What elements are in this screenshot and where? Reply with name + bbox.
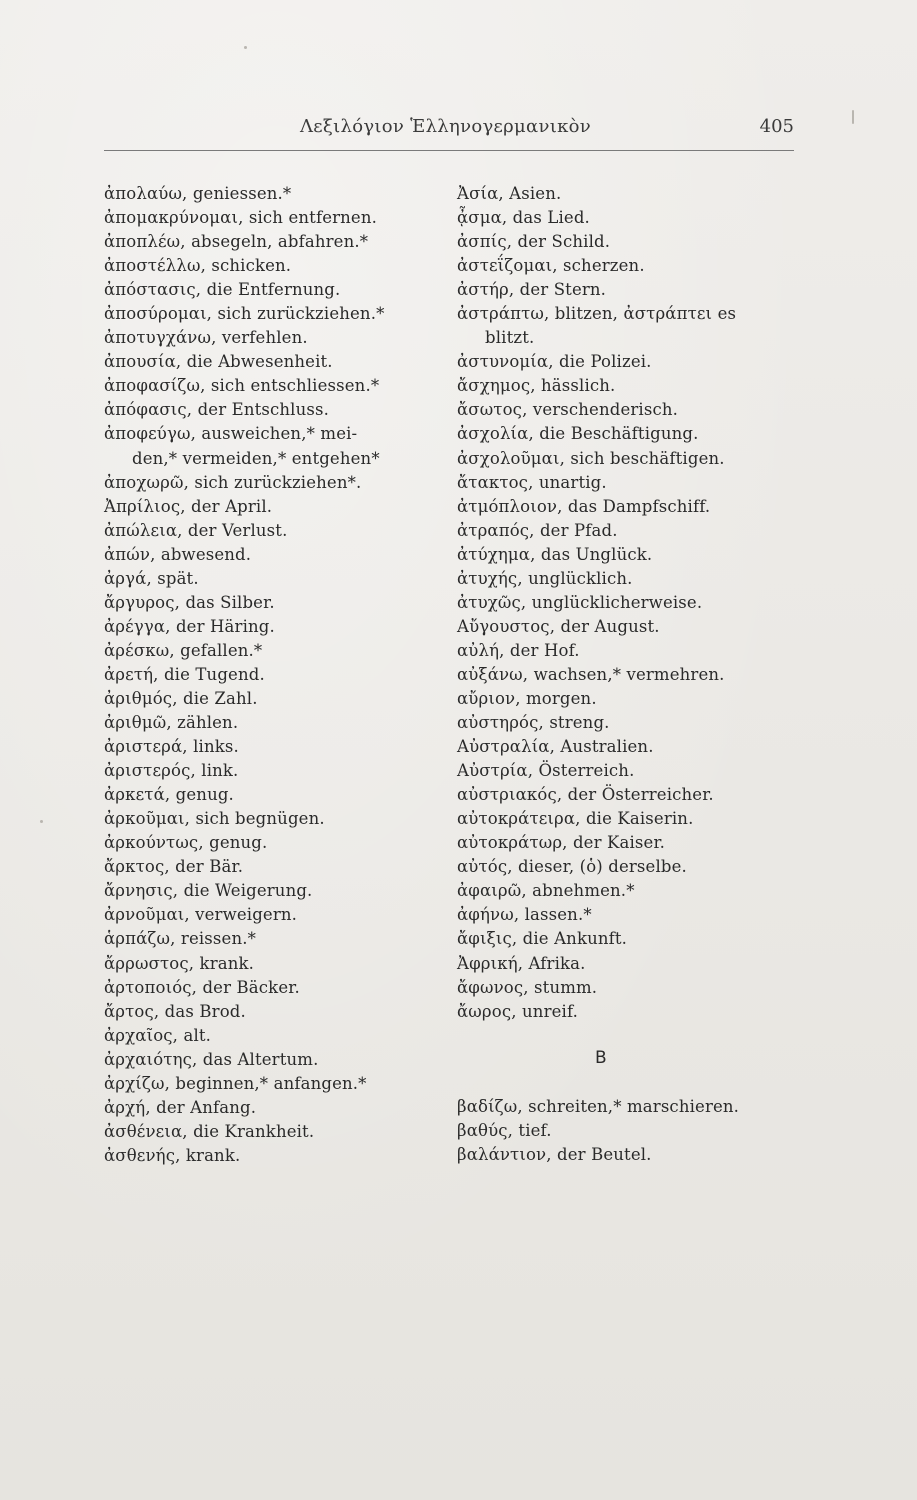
dictionary-entry: ἀρχαιότης, das Altertum. <box>104 1049 319 1069</box>
dictionary-entry: ἀποστέλλω, schicken. <box>104 256 292 276</box>
dictionary-entry: ἀστυνομία, die Polizei. <box>457 352 652 372</box>
dictionary-entry: ἀσχολοῦμαι, sich beschäftigen. <box>457 448 725 468</box>
paper-speck <box>852 110 854 124</box>
dictionary-entry: ἀργά, spät. <box>104 568 199 588</box>
dictionary-entry: ἀπομακρύνομαι, sich entfernen. <box>104 208 378 228</box>
dictionary-entry: αὐλή, der Hof. <box>457 640 580 660</box>
dictionary-entry: ἀρχίζω, beginnen,* anfangen.* <box>104 1073 367 1093</box>
dictionary-entry: ἀστράπτω, blitzen, ἀστράπτει es <box>457 304 737 324</box>
dictionary-entry: αὐτός, dieser, (ὁ) derselbe. <box>457 857 687 877</box>
dictionary-entry: ἀρκοῦμαι, sich begnügen. <box>104 809 325 829</box>
dictionary-entry: ἀσπίς, der Schild. <box>457 232 611 252</box>
dictionary-entry: ἄτακτος, unartig. <box>457 472 607 492</box>
dictionary-entry: ἀφαιρῶ, abnehmen.* <box>457 881 635 901</box>
dictionary-entry: ἀρχή, der Anfang. <box>104 1097 257 1117</box>
dictionary-entry: Αὐστρία, Österreich. <box>457 761 635 781</box>
dictionary-entry: ἀποχωρῶ, sich zurückziehen*. <box>104 472 362 492</box>
page-number: 405 <box>759 116 794 137</box>
dictionary-entry: ἄρρωστος, krank. <box>104 953 255 973</box>
dictionary-entry: Αὐστραλία, Australien. <box>457 737 654 757</box>
dictionary-entry: αὐξάνω, wachsen,* vermehren. <box>457 664 725 684</box>
dictionary-entry: ἀριθμῶ, zählen. <box>104 713 239 733</box>
dictionary-entry: ἀσχολία, die Beschäftigung. <box>457 424 699 444</box>
dictionary-entry: ἀποφεύγω, ausweichen,* mei- <box>104 424 358 444</box>
dictionary-entry: ἀρκούντως, genug. <box>104 833 268 853</box>
dictionary-entry: ἀρνοῦμαι, verweigern. <box>104 905 298 925</box>
dictionary-entry: ἁρπάζω, reissen.* <box>104 929 257 949</box>
dictionary-entry: αὐτοκράτωρ, der Kaiser. <box>457 833 666 853</box>
dictionary-entry: ἀτραπός, der Pfad. <box>457 520 618 540</box>
paper-speck <box>40 820 43 823</box>
dictionary-entry: ἀρέγγα, der Häring. <box>104 616 275 636</box>
dictionary-entry: ἀσθένεια, die Krankheit. <box>104 1121 315 1141</box>
dictionary-entry: ἄσωτος, verschenderisch. <box>457 400 679 420</box>
dictionary-entry: ἀτμόπλοιον, das Dampfschiff. <box>457 496 711 516</box>
dictionary-entry: ἄφιξις, die Ankunft. <box>457 929 628 949</box>
dictionary-entry: Ἀφρική, Afrika. <box>457 953 586 973</box>
dictionary-entry-continuation: den,* vermeiden,* entgehen* <box>132 448 380 468</box>
dictionary-entry: ἀποφασίζω, sich entschliessen.* <box>104 376 380 396</box>
dictionary-entry: ἀπώλεια, der Verlust. <box>104 520 288 540</box>
dictionary-entry: ἀπόφασις, der Entschluss. <box>104 400 330 420</box>
dictionary-entry: ἀφήνω, lassen.* <box>457 905 592 925</box>
dictionary-entry: Αὔγουστος, der August. <box>457 616 660 636</box>
page-header <box>104 116 794 146</box>
dictionary-entry: ἄσχημος, hässlich. <box>457 376 616 396</box>
dictionary-entry: ἄρνησις, die Weigerung. <box>104 881 313 901</box>
dictionary-entry: ἀριστερός, link. <box>104 761 239 781</box>
dictionary-entry: ἀτύχημα, das Unglück. <box>457 544 653 564</box>
dictionary-entry: ἀπόστασις, die Entfernung. <box>104 280 341 300</box>
dictionary-entry: ἄρκτος, der Bär. <box>104 857 244 877</box>
dictionary-entry: βαλάντιον, der Beutel. <box>457 1144 652 1164</box>
dictionary-entry: ᾆσμα, das Lied. <box>457 208 590 228</box>
dictionary-entry: ἀρέσκω, gefallen.* <box>104 640 263 660</box>
dictionary-entry: ἄφωνος, stumm. <box>457 977 598 997</box>
dictionary-entry: ἄρτος, das Brod. <box>104 1001 246 1021</box>
running-title: Λεξιλόγιον Ἑλληνογερμανικὸν <box>300 116 592 137</box>
dictionary-entry: αὐστριακός, der Österreicher. <box>457 785 714 805</box>
dictionary-entry: ἀρτοποιός, der Bäcker. <box>104 977 300 997</box>
dictionary-entry: ἀτυχῶς, unglücklicherweise. <box>457 592 703 612</box>
dictionary-entry: ἀπουσία, die Abwesenheit. <box>104 352 333 372</box>
dictionary-entry: ἀρχαῖος, alt. <box>104 1025 212 1045</box>
dictionary-entry: ἀποτυγχάνω, verfehlen. <box>104 328 308 348</box>
dictionary-entry: αὐτοκράτειρα, die Kaiserin. <box>457 809 694 829</box>
dictionary-entry: βαθύς, tief. <box>457 1120 552 1140</box>
dictionary-entry: βαδίζω, schreiten,* marschieren. <box>457 1096 740 1116</box>
dictionary-entry: ἀρετή, die Tugend. <box>104 664 265 684</box>
paper-speck <box>244 46 247 49</box>
dictionary-entry: ἀριστερά, links. <box>104 737 239 757</box>
dictionary-entry: αὔριον, morgen. <box>457 688 597 708</box>
dictionary-entry: ἀριθμός, die Zahl. <box>104 688 258 708</box>
dictionary-entry: ἄωρος, unreif. <box>457 1001 579 1021</box>
dictionary-entry: Ἀσία, Asien. <box>457 184 562 203</box>
section-letter-heading: B <box>595 1047 607 1068</box>
dictionary-entry: ἀστεΐζομαι, scherzen. <box>457 256 645 276</box>
dictionary-entry: ἀποσύρομαι, sich zurückziehen.* <box>104 304 385 324</box>
dictionary-entry: ἀσθενής, krank. <box>104 1145 241 1165</box>
dictionary-entry: ἀτυχής, unglücklich. <box>457 568 633 588</box>
dictionary-entry: αὐστηρός, streng. <box>457 713 610 733</box>
right-column <box>457 182 802 1167</box>
dictionary-entry: ἄργυρος, das Silber. <box>104 592 275 612</box>
dictionary-entry: ἀπών, abwesend. <box>104 544 252 564</box>
dictionary-entry: ἀρκετά, genug. <box>104 785 234 805</box>
dictionary-entry: ἀποπλέω, absegeln, abfahren.* <box>104 232 369 252</box>
dictionary-entry: Ἀπρίλιος, der April. <box>104 496 273 516</box>
dictionary-entry: ἀπολαύω, geniessen.* <box>104 184 292 203</box>
dictionary-entry-continuation: blitzt. <box>485 328 535 348</box>
left-column <box>104 182 444 1168</box>
header-rule <box>104 150 794 151</box>
dictionary-entry: ἀστήρ, der Stern. <box>457 280 607 300</box>
